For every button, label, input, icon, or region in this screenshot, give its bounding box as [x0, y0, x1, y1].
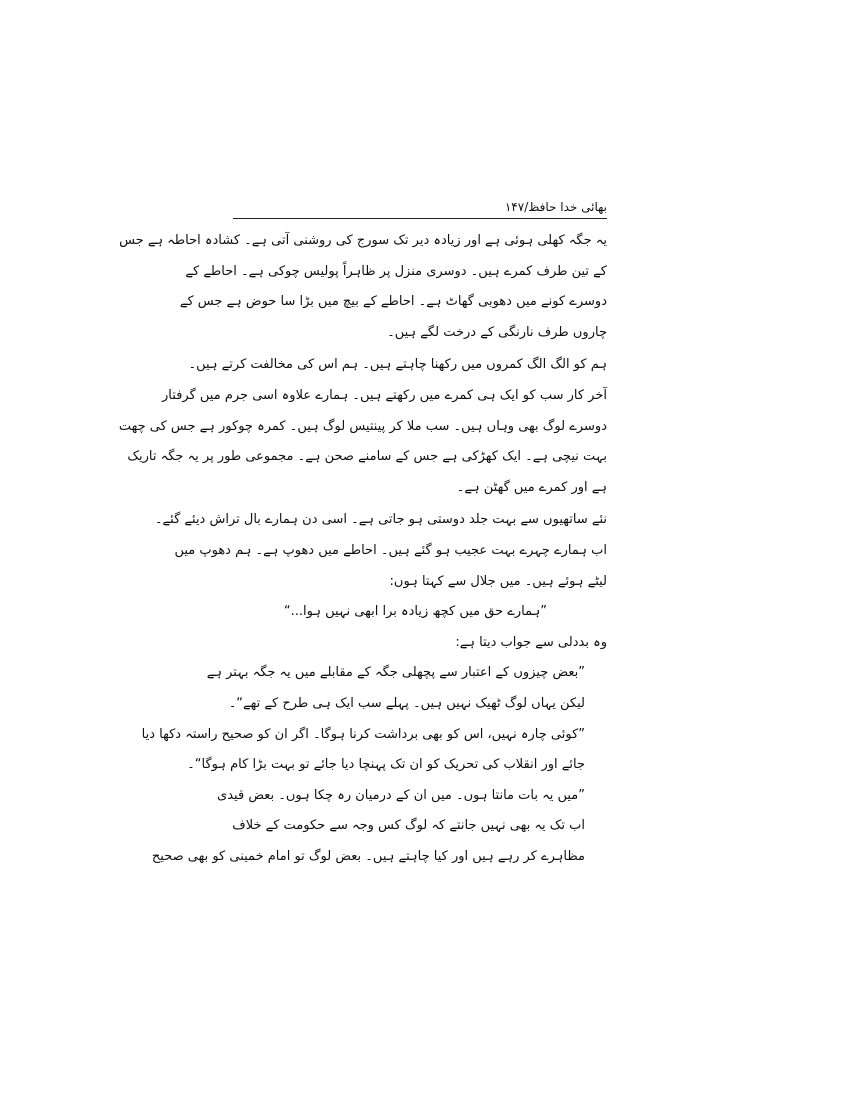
text-line: آخر کار سب کو ایک ہی کمرے میں رکھتے ہیں۔ ہمارے علاوہ اسی جرم میں گرفتار [162, 387, 607, 403]
dialogue-line: جائے اور انقلاب کی تحریک کو ان تک پہنچا دیا جائے تو بہت بڑا کام ہوگا“۔ [187, 757, 585, 773]
text-line: ہم کو الگ الگ کمروں میں رکھنا چاہتے ہیں۔ ہم اس کی مخالفت کرتے ہیں۔ [188, 357, 607, 373]
dialogue-line: مظاہرے کر رہے ہیں اور کیا چاہتے ہیں۔ بعض لوگ تو امام خمینی کو بھی صحیح [151, 848, 585, 864]
text-line: ہے اور کمرے میں گھٹن ہے۔ [456, 479, 607, 495]
text-line: کے تین طرف کمرے ہیں۔ دوسری منزل پر ظاہراً پولیس چوکی ہے۔ احاطے کے [185, 263, 607, 279]
text-line: لیٹے ہوئے ہیں۔ میں جلال سے کہتا ہوں: [389, 573, 607, 589]
text-line: چاروں طرف نارنگی کے درخت لگے ہیں۔ [387, 324, 607, 340]
text-line: نئے ساتھیوں سے بہت جلد دوستی ہو جاتی ہے۔ اسی دن ہمارے بال تراش دیئے گئے۔ [154, 512, 607, 528]
text-line: بہت نیچی ہے۔ ایک کھڑکی ہے جس کے سامنے صحن ہے۔ مجموعی طور پر یہ جگہ تاریک [127, 449, 607, 465]
dialogue-line: لیکن یہاں لوگ ٹھیک نہیں ہیں۔ پہلے سب ایک ہی طرح کے تھے“۔ [228, 695, 585, 711]
body-text [118, 226, 607, 872]
paragraph-room [118, 350, 607, 503]
text-line: دوسرے کونے میں دھوبی گھاٹ ہے۔ احاطے کے بیچ میں بڑا سا حوض ہے جس کے [179, 294, 607, 310]
dialogue-line: ”میں یہ بات مانتا ہوں۔ میں ان کے درمیان رہ چکا ہوں۔ بعض قیدی [217, 787, 585, 803]
dialogue-line: ”ہمارے حق میں کچھ زیادہ برا ابھی نہیں ہوا...“ [283, 604, 547, 620]
text-line: یہ جگہ کھلی ہوئی ہے اور زیادہ دیر تک سورج کی روشنی آتی ہے۔ کشادہ احاطہ ہے جس [119, 233, 607, 248]
running-header: بھائی خدا حافظ/۱۴۷ [504, 200, 607, 214]
text-line: اب ہمارے چہرے بہت عجیب ہو گئے ہیں۔ احاطے میں دھوپ ہے۔ ہم دھوپ میں [174, 542, 607, 558]
narration-line: وہ بددلی سے جواب دیتا ہے: [455, 634, 607, 650]
dialogue-line: ”کوئی چارہ نہیں، اس کو بھی برداشت کرنا ہوگا۔ اگر ان کو صحیح راستہ دکھا دیا [141, 726, 585, 742]
dialogue-block [141, 658, 607, 872]
dialogue-line: اب تک یہ بھی نہیں جانتے کہ لوگ کس وجہ سے حکومت کے خلاف [232, 818, 585, 834]
text-line: دوسرے لوگ بھی وہاں ہیں۔ سب ملا کر پینتیس لوگ ہیں۔ کمرہ چوکور ہے جس کی چھت [118, 418, 607, 434]
paragraph-courtyard [119, 226, 607, 348]
header-rule [233, 218, 607, 219]
paragraph-friends [154, 505, 607, 597]
dialogue-line: ”بعض چیزوں کے اعتبار سے پچھلی جگہ کے مقابلے میں یہ جگہ بہتر ہے [206, 665, 585, 681]
